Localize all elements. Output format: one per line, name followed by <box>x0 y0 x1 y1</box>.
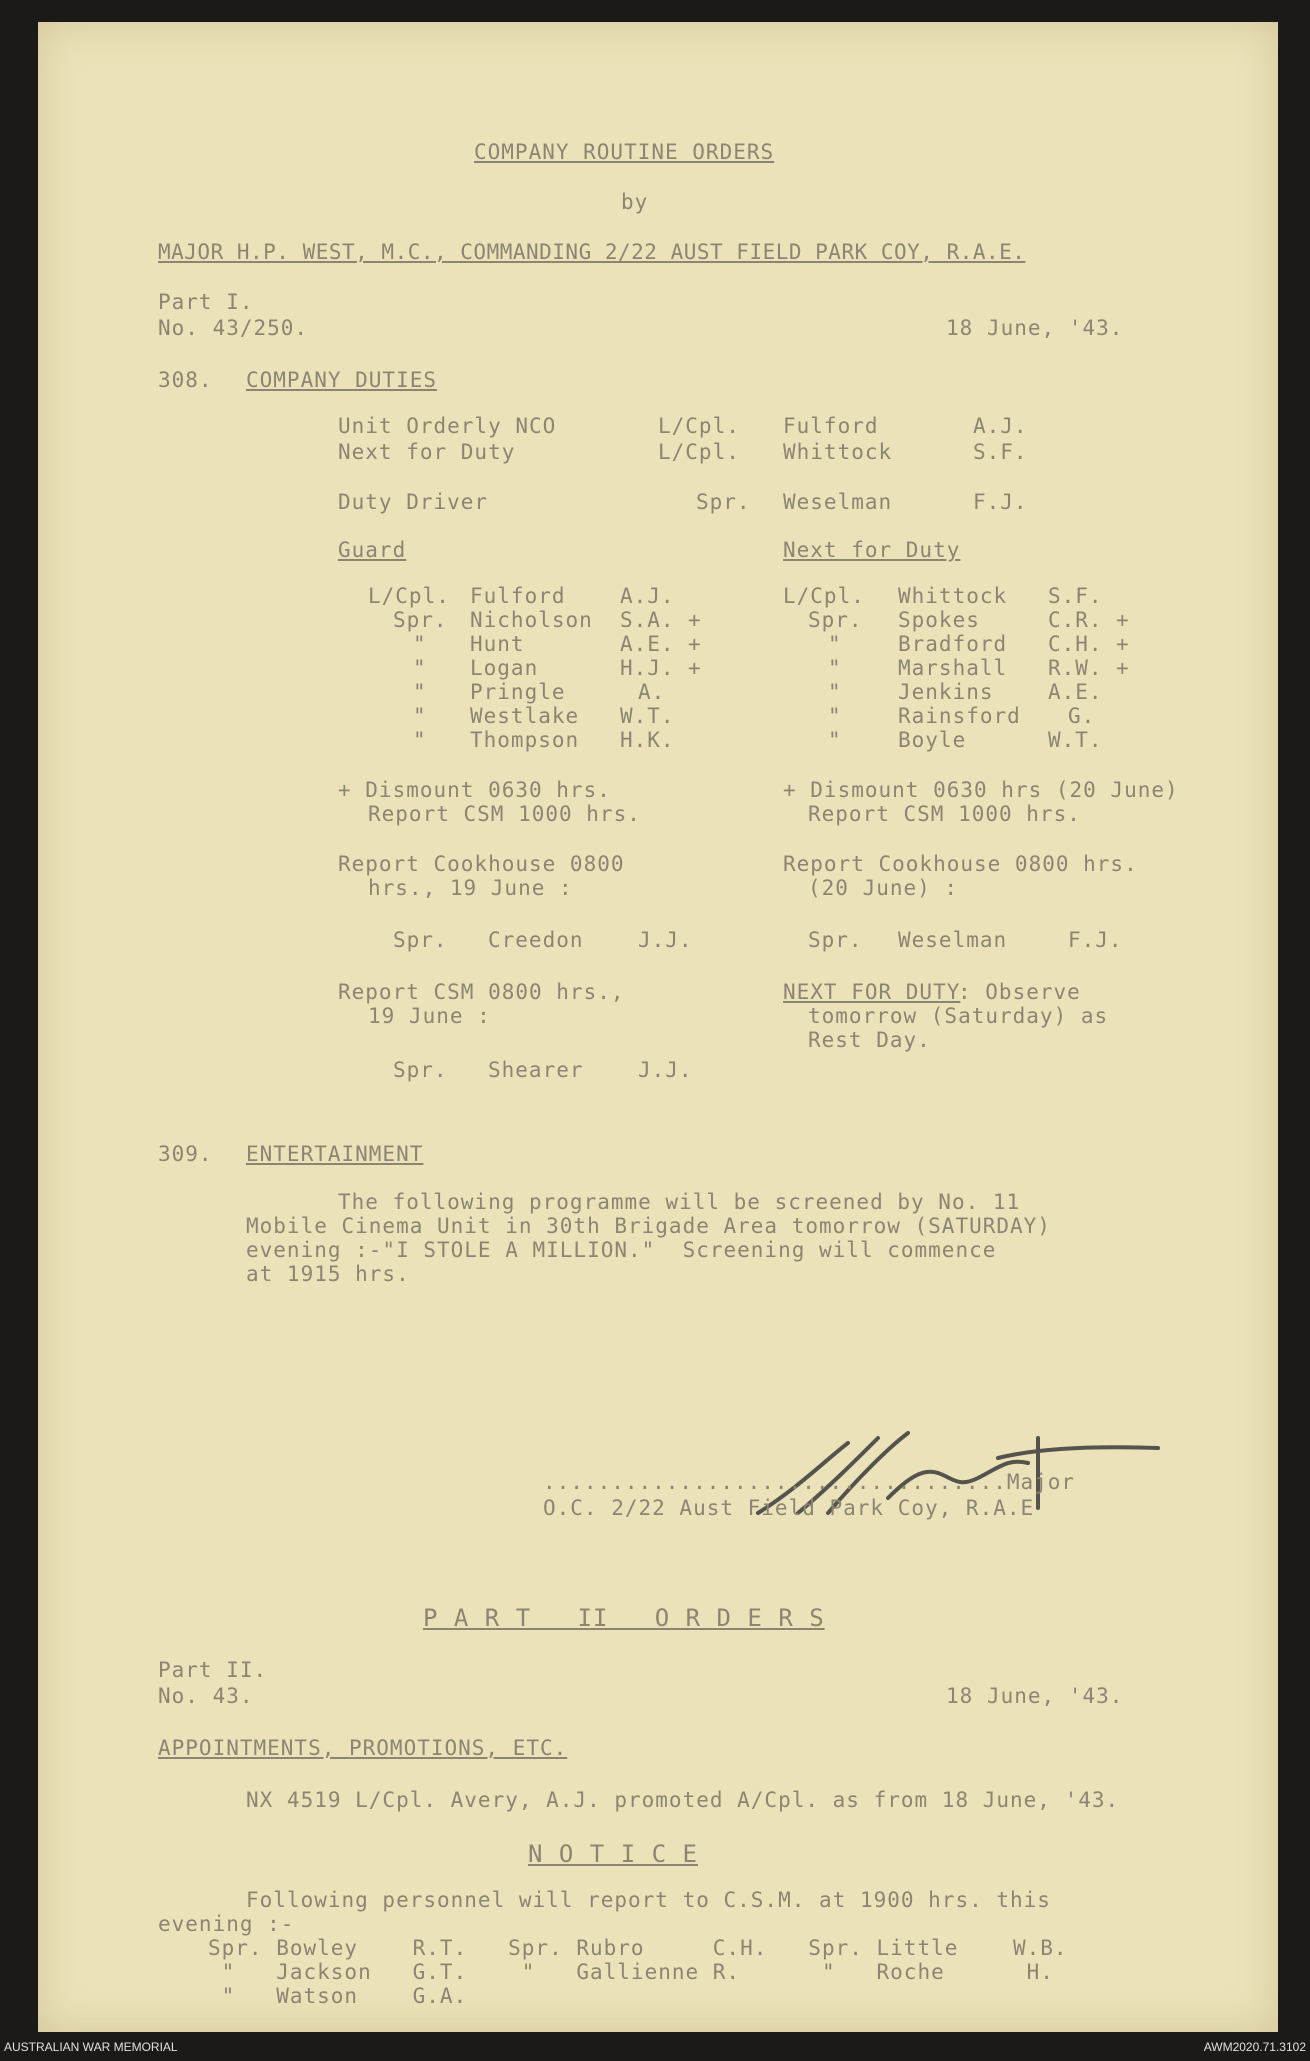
guard-initials: A.J. <box>620 584 675 608</box>
guard-name: Westlake <box>470 704 580 728</box>
footer-left: AUSTRALIAN WAR MEMORIAL <box>4 2040 178 2054</box>
guard-rank: " <box>413 680 427 704</box>
section-308-title: COMPANY DUTIES <box>246 368 438 392</box>
observe-text-line3: Rest Day. <box>808 1028 931 1052</box>
entertainment-line-1: The following programme will be screened by No. 11 <box>338 1190 1021 1214</box>
observe-text-line2: tomorrow (Saturday) as <box>808 1004 1109 1028</box>
duty-name: Fulford <box>783 414 879 438</box>
cookhouse-right-date: (20 June) : <box>808 876 959 900</box>
cookhouse-right: Report Cookhouse 0800 hrs. <box>783 852 1138 876</box>
next-rank: " <box>828 704 842 728</box>
guard-mark: + <box>688 632 702 656</box>
next-initials: W.T. <box>1048 728 1103 752</box>
order-date: 18 June, '43. <box>946 316 1124 340</box>
next-rank: " <box>828 656 842 680</box>
duty-name: Weselman <box>783 490 893 514</box>
next-initials: R.W. <box>1048 656 1103 680</box>
next-for-duty-caps: NEXT FOR DUTY <box>783 980 961 1004</box>
part-ii-title: P A R T II O R D E R S <box>423 1604 825 1632</box>
guard-initials: H.K. <box>620 728 675 752</box>
next-initials: S.F. <box>1048 584 1103 608</box>
report-csm-0800-date: 19 June : <box>368 1004 491 1028</box>
next-name: Marshall <box>898 656 1008 680</box>
next-name: Bradford <box>898 632 1008 656</box>
notice-line-1: Following personnel will report to C.S.M. at 1900 hrs. this <box>246 1888 1051 1912</box>
next-name: Whittock <box>898 584 1008 608</box>
entertainment-line-3: evening :-"I STOLE A MILLION." Screening will commence <box>246 1238 997 1262</box>
guard-heading: Guard <box>338 538 407 562</box>
next-initials: G. <box>1068 704 1096 728</box>
guard-rank: L/Cpl. <box>368 584 450 608</box>
appointment-line: NX 4519 L/Cpl. Avery, A.J. promoted A/Cpl. as from 18 June, '43. <box>246 1788 1120 1812</box>
duty-name: Whittock <box>783 440 893 464</box>
entertainment-line-4: at 1915 hrs. <box>246 1262 410 1286</box>
guard-rank: " <box>413 632 427 656</box>
next-name: Boyle <box>898 728 967 752</box>
next-name: Jenkins <box>898 680 994 704</box>
next-rank: Spr. <box>808 608 863 632</box>
duty-rank: L/Cpl. <box>658 440 740 464</box>
guard-initials: A.E. <box>620 632 675 656</box>
document-page <box>38 22 1278 2032</box>
guard-name: Pringle <box>470 680 566 704</box>
order-number: No. 43/250. <box>158 316 309 340</box>
part-ii-number: No. 43. <box>158 1684 254 1708</box>
guard-initials: S.A. <box>620 608 675 632</box>
guard-rank: Spr. <box>393 608 448 632</box>
cook-right-initials: F.J. <box>1068 928 1123 952</box>
by-line: by <box>621 190 649 214</box>
next-initials: A.E. <box>1048 680 1103 704</box>
next-name: Rainsford <box>898 704 1021 728</box>
duty-rank: Spr. <box>696 490 751 514</box>
notice-line-2: evening :- <box>158 1912 295 1936</box>
guard-name: Nicholson <box>470 608 593 632</box>
guard-name: Thompson <box>470 728 580 752</box>
next-rank: " <box>828 728 842 752</box>
next-rank: L/Cpl. <box>783 584 865 608</box>
observe-text: : Observe <box>958 980 1081 1004</box>
dismount-right: + Dismount 0630 hrs (20 June) <box>783 778 1179 802</box>
guard-initials: W.T. <box>620 704 675 728</box>
section-309-title: ENTERTAINMENT <box>246 1142 424 1166</box>
next-mark: + <box>1116 656 1130 680</box>
guard-name: Fulford <box>470 584 566 608</box>
csm-left-rank: Spr. <box>393 1058 448 1082</box>
entertainment-line-2: Mobile Cinema Unit in 30th Brigade Area tomorrow (SATURDAY) <box>246 1214 1051 1238</box>
guard-name: Logan <box>470 656 539 680</box>
guard-initials: H.J. <box>620 656 675 680</box>
signature-title: O.C. 2/22 Aust Field Park Coy, R.A.E <box>543 1496 1035 1520</box>
next-name: Spokes <box>898 608 980 632</box>
appointments-title: APPOINTMENTS, PROMOTIONS, ETC. <box>158 1736 568 1760</box>
footer-right: AWM2020.71.3102 <box>1203 2040 1306 2054</box>
guard-rank: " <box>413 728 427 752</box>
cook-right-name: Weselman <box>898 928 1008 952</box>
guard-rank: " <box>413 704 427 728</box>
section-308-number: 308. <box>158 368 213 392</box>
notice-row: " Jackson G.T. " Gallienne R. " Roche H. <box>208 1960 1054 1984</box>
next-mark: + <box>1116 632 1130 656</box>
cook-left-initials: J.J. <box>638 928 693 952</box>
guard-name: Hunt <box>470 632 525 656</box>
notice-row: Spr. Bowley R.T. Spr. Rubro C.H. Spr. Little W.B. <box>208 1936 1068 1960</box>
document-title: COMPANY ROUTINE ORDERS <box>474 140 775 164</box>
part-label: Part I. <box>158 290 254 314</box>
duty-initials: S.F. <box>973 440 1028 464</box>
cook-left-rank: Spr. <box>393 928 448 952</box>
cook-left-name: Creedon <box>488 928 584 952</box>
duty-rank: L/Cpl. <box>658 414 740 438</box>
next-for-duty-heading: Next for Duty <box>783 538 961 562</box>
part-ii-label: Part II. <box>158 1658 268 1682</box>
csm-left-name: Shearer <box>488 1058 584 1082</box>
duty-initials: A.J. <box>973 414 1028 438</box>
next-rank: " <box>828 680 842 704</box>
part-ii-date: 18 June, '43. <box>946 1684 1124 1708</box>
notice-title: N O T I C E <box>528 1840 698 1868</box>
next-rank: " <box>828 632 842 656</box>
guard-rank: " <box>413 656 427 680</box>
duty-role: Duty Driver <box>338 490 489 514</box>
dismount-left: + Dismount 0630 hrs. <box>338 778 611 802</box>
cookhouse-left: Report Cookhouse 0800 <box>338 852 625 876</box>
cookhouse-left-date: hrs., 19 June : <box>368 876 573 900</box>
next-initials: C.H. <box>1048 632 1103 656</box>
next-mark: + <box>1116 608 1130 632</box>
csm-left-initials: J.J. <box>638 1058 693 1082</box>
section-309-number: 309. <box>158 1142 213 1166</box>
report-csm-right: Report CSM 1000 hrs. <box>808 802 1081 826</box>
duty-initials: F.J. <box>973 490 1028 514</box>
report-csm-left: Report CSM 1000 hrs. <box>368 802 641 826</box>
duty-role: Next for Duty <box>338 440 516 464</box>
guard-mark: + <box>688 608 702 632</box>
guard-initials: A. <box>638 680 666 704</box>
notice-row: " Watson G.A. <box>208 1984 468 2008</box>
duty-role: Unit Orderly NCO <box>338 414 557 438</box>
commander-line: MAJOR H.P. WEST, M.C., COMMANDING 2/22 AUST FIELD PARK COY, R.A.E. <box>158 240 1026 264</box>
next-initials: C.R. <box>1048 608 1103 632</box>
report-csm-0800: Report CSM 0800 hrs., <box>338 980 625 1004</box>
cook-right-rank: Spr. <box>808 928 863 952</box>
signature-dots-major: ..................................Major <box>543 1470 1076 1494</box>
guard-mark: + <box>688 656 702 680</box>
